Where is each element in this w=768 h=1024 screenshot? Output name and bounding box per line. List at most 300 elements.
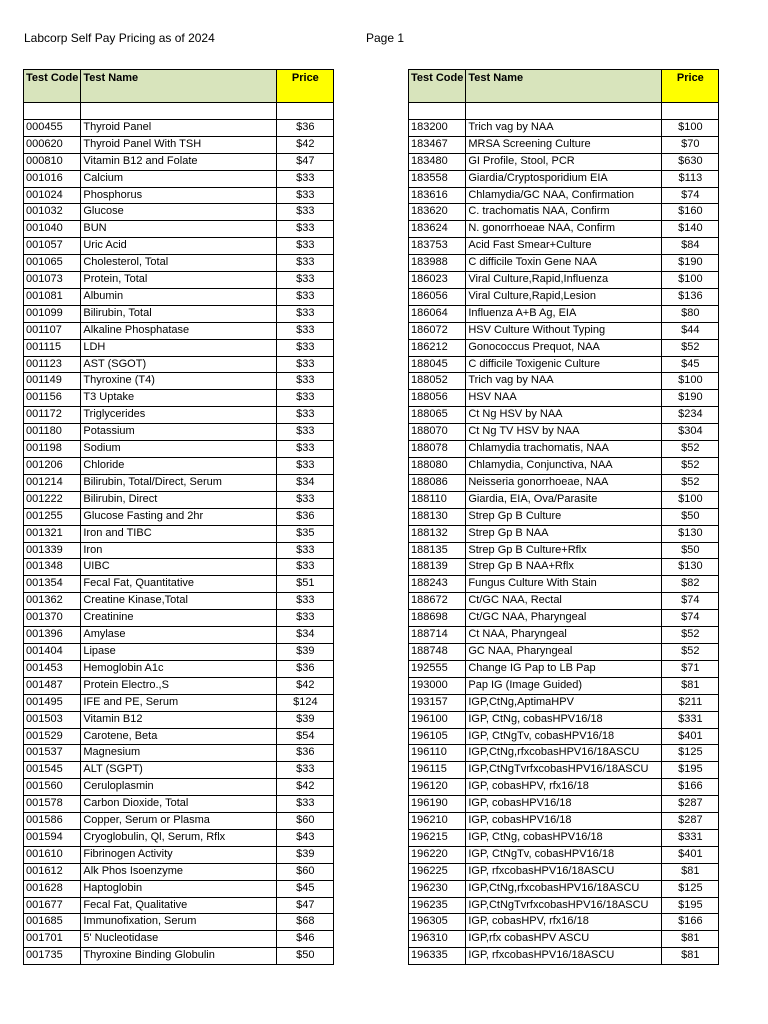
test-name-cell: Bilirubin, Total (81, 305, 277, 322)
table-row (24, 694, 334, 711)
table-row (409, 677, 719, 694)
table-row (24, 407, 334, 424)
table-row (409, 576, 719, 593)
price-cell: $130 (662, 559, 719, 576)
table-row (409, 525, 719, 542)
table-row (409, 643, 719, 660)
test-name-cell: Potassium (81, 424, 277, 441)
test-name-cell: Bilirubin, Direct (81, 491, 277, 508)
table-row (24, 593, 334, 610)
test-code-cell: 196100 (409, 711, 466, 728)
test-code-cell: 001214 (24, 474, 81, 491)
price-cell: $52 (662, 441, 719, 458)
test-name-cell: IGP, rfxcobasHPV16/18ASCU (466, 863, 662, 880)
test-name-cell: ALT (SGPT) (81, 762, 277, 779)
test-name-cell: Influenza A+B Ag, EIA (466, 305, 662, 322)
table-row (24, 728, 334, 745)
test-name-cell: AST (SGOT) (81, 356, 277, 373)
test-code-cell: 196115 (409, 762, 466, 779)
test-name-cell: Trich vag by NAA (466, 373, 662, 390)
test-code-cell: 188080 (409, 458, 466, 475)
test-name-cell: Neisseria gonorrhoeae, NAA (466, 474, 662, 491)
test-code-cell: 001537 (24, 745, 81, 762)
price-cell: $35 (277, 525, 334, 542)
price-cell: $80 (662, 305, 719, 322)
table-row (24, 136, 334, 153)
test-code-cell: 188139 (409, 559, 466, 576)
test-name-cell: Creatine Kinase,Total (81, 593, 277, 610)
test-code-cell: 001081 (24, 288, 81, 305)
test-name-cell: Immunofixation, Serum (81, 914, 277, 931)
table-row (409, 931, 719, 948)
price-cell: $33 (277, 204, 334, 221)
test-name-cell: T3 Uptake (81, 390, 277, 407)
table-row (409, 322, 719, 339)
test-code-cell: 001495 (24, 694, 81, 711)
test-code-cell: 001586 (24, 813, 81, 830)
table-row (409, 238, 719, 255)
price-cell: $52 (662, 627, 719, 644)
test-code-cell: 196215 (409, 829, 466, 846)
test-code-cell: 183620 (409, 204, 466, 221)
price-cell: $33 (277, 170, 334, 187)
table-row (24, 610, 334, 627)
test-name-cell: Triglycerides (81, 407, 277, 424)
table-row (24, 897, 334, 914)
price-cell: $287 (662, 796, 719, 813)
column-header-price: Price (277, 70, 334, 103)
table-row (409, 660, 719, 677)
test-name-cell: IFE and PE, Serum (81, 694, 277, 711)
column-header-price: Price (662, 70, 719, 103)
test-name-cell: Hemoglobin A1c (81, 660, 277, 677)
table-row (409, 846, 719, 863)
table-row (409, 728, 719, 745)
test-name-cell: IGP,CtNgTvrfxcobasHPV16/18ASCU (466, 897, 662, 914)
price-cell: $190 (662, 255, 719, 272)
price-cell: $51 (277, 576, 334, 593)
table-row (24, 238, 334, 255)
table-row (24, 779, 334, 796)
test-code-cell: 001404 (24, 643, 81, 660)
table-row (409, 863, 719, 880)
price-cell: $74 (662, 593, 719, 610)
test-name-cell: Creatinine (81, 610, 277, 627)
table-row (409, 542, 719, 559)
test-code-cell: 001628 (24, 880, 81, 897)
price-cell: $136 (662, 288, 719, 305)
price-cell: $52 (662, 458, 719, 475)
test-name-cell: Alkaline Phosphatase (81, 322, 277, 339)
test-code-cell: 188243 (409, 576, 466, 593)
test-name-cell: Uric Acid (81, 238, 277, 255)
price-cell: $82 (662, 576, 719, 593)
test-name-cell: Alk Phos Isoenzyme (81, 863, 277, 880)
test-code-cell: 186064 (409, 305, 466, 322)
price-cell: $630 (662, 153, 719, 170)
test-name-cell: IGP, CtNg, cobasHPV16/18 (466, 829, 662, 846)
table-row (409, 762, 719, 779)
test-name-cell: Vitamin B12 (81, 711, 277, 728)
test-name-cell: Giardia/Cryptosporidium EIA (466, 170, 662, 187)
test-name-cell: Protein, Total (81, 272, 277, 289)
price-cell: $234 (662, 407, 719, 424)
test-name-cell: Strep Gp B NAA (466, 525, 662, 542)
test-code-cell: 001057 (24, 238, 81, 255)
price-cell: $125 (662, 880, 719, 897)
test-code-cell: 196105 (409, 728, 466, 745)
price-cell: $33 (277, 356, 334, 373)
test-code-cell: 196310 (409, 931, 466, 948)
table-row (409, 627, 719, 644)
price-cell: $54 (277, 728, 334, 745)
table-row (24, 542, 334, 559)
table-row (24, 424, 334, 441)
price-cell: $130 (662, 525, 719, 542)
test-name-cell: BUN (81, 221, 277, 238)
test-code-cell: 188748 (409, 643, 466, 660)
table-row (409, 356, 719, 373)
price-cell: $140 (662, 221, 719, 238)
price-cell: $84 (662, 238, 719, 255)
table-row (24, 660, 334, 677)
price-cell: $33 (277, 593, 334, 610)
test-code-cell: 001354 (24, 576, 81, 593)
test-name-cell: Strep Gp B Culture (466, 508, 662, 525)
test-name-cell: LDH (81, 339, 277, 356)
document-title: Labcorp Self Pay Pricing as of 2024 (24, 31, 215, 45)
page-number: Page 1 (366, 31, 405, 45)
price-cell: $81 (662, 948, 719, 965)
table-row (409, 204, 719, 221)
table-row (409, 897, 719, 914)
test-name-cell: Albumin (81, 288, 277, 305)
price-cell: $81 (662, 863, 719, 880)
test-code-cell: 000810 (24, 153, 81, 170)
test-name-cell: Carbon Dioxide, Total (81, 796, 277, 813)
test-code-cell: 183200 (409, 119, 466, 136)
test-code-cell: 188056 (409, 390, 466, 407)
test-code-cell: 001123 (24, 356, 81, 373)
test-code-cell: 192555 (409, 660, 466, 677)
table-row (409, 221, 719, 238)
table-row (409, 779, 719, 796)
price-cell: $74 (662, 187, 719, 204)
table-body (409, 103, 719, 965)
test-name-cell: Iron and TIBC (81, 525, 277, 542)
test-code-cell: 188135 (409, 542, 466, 559)
test-name-cell: Thyroxine Binding Globulin (81, 948, 277, 965)
test-code-cell: 188698 (409, 610, 466, 627)
test-name-cell: Lipase (81, 643, 277, 660)
header-gap-row (24, 103, 334, 120)
price-cell: $33 (277, 255, 334, 272)
table-row (409, 593, 719, 610)
test-name-cell: C. trachomatis NAA, Confirm (466, 204, 662, 221)
price-cell: $47 (277, 897, 334, 914)
table-row (24, 863, 334, 880)
test-name-cell: Acid Fast Smear+Culture (466, 238, 662, 255)
test-code-cell: 000455 (24, 119, 81, 136)
test-name-cell: Strep Gp B Culture+Rflx (466, 542, 662, 559)
price-cell: $33 (277, 491, 334, 508)
table-row (24, 745, 334, 762)
test-code-cell: 188065 (409, 407, 466, 424)
table-row (409, 796, 719, 813)
test-code-cell: 001198 (24, 441, 81, 458)
price-cell: $195 (662, 762, 719, 779)
table-row (409, 187, 719, 204)
price-cell: $33 (277, 221, 334, 238)
test-name-cell: N. gonorrhoeae NAA, Confirm (466, 221, 662, 238)
test-name-cell: Sodium (81, 441, 277, 458)
table-row (409, 474, 719, 491)
test-name-cell: IGP, CtNgTv, cobasHPV16/18 (466, 728, 662, 745)
table-row (24, 829, 334, 846)
test-name-cell: Chloride (81, 458, 277, 475)
price-cell: $331 (662, 829, 719, 846)
test-code-cell: 196305 (409, 914, 466, 931)
test-name-cell: HSV Culture Without Typing (466, 322, 662, 339)
table-row (24, 762, 334, 779)
price-cell: $125 (662, 745, 719, 762)
test-code-cell: 188672 (409, 593, 466, 610)
test-name-cell: Amylase (81, 627, 277, 644)
price-cell: $45 (662, 356, 719, 373)
test-name-cell: Thyroid Panel (81, 119, 277, 136)
test-code-cell: 188086 (409, 474, 466, 491)
test-code-cell: 001339 (24, 542, 81, 559)
test-code-cell: 001222 (24, 491, 81, 508)
table-row (409, 390, 719, 407)
price-table-left (23, 69, 334, 965)
price-cell: $50 (662, 542, 719, 559)
table-row (24, 474, 334, 491)
test-name-cell: IGP, rfxcobasHPV16/18ASCU (466, 948, 662, 965)
test-name-cell: Ct Ng HSV by NAA (466, 407, 662, 424)
table-row (24, 373, 334, 390)
table-row (24, 204, 334, 221)
table-header-row (409, 70, 719, 103)
table-row (24, 305, 334, 322)
test-code-cell: 183467 (409, 136, 466, 153)
test-code-cell: 001594 (24, 829, 81, 846)
test-code-cell: 196220 (409, 846, 466, 863)
price-cell: $50 (662, 508, 719, 525)
test-name-cell: Fungus Culture With Stain (466, 576, 662, 593)
test-code-cell: 188070 (409, 424, 466, 441)
table-row (24, 627, 334, 644)
test-name-cell: Magnesium (81, 745, 277, 762)
table-row (24, 846, 334, 863)
test-name-cell: Change IG Pap to LB Pap (466, 660, 662, 677)
table-row (409, 339, 719, 356)
price-cell: $401 (662, 846, 719, 863)
test-name-cell: IGP, cobasHPV16/18 (466, 796, 662, 813)
price-cell: $36 (277, 660, 334, 677)
price-cell: $52 (662, 339, 719, 356)
test-name-cell: Ct/GC NAA, Pharyngeal (466, 610, 662, 627)
test-name-cell: IGP, cobasHPV, rfx16/18 (466, 914, 662, 931)
test-name-cell: Vitamin B12 and Folate (81, 153, 277, 170)
test-name-cell: Strep Gp B NAA+Rflx (466, 559, 662, 576)
test-name-cell: Chlamydia trachomatis, NAA (466, 441, 662, 458)
test-code-cell: 186212 (409, 339, 466, 356)
price-cell: $42 (277, 779, 334, 796)
test-name-cell: Chlamydia/GC NAA, Confirmation (466, 187, 662, 204)
price-cell: $33 (277, 762, 334, 779)
table-row (24, 559, 334, 576)
table-row (24, 813, 334, 830)
test-name-cell: Viral Culture,Rapid,Influenza (466, 272, 662, 289)
price-cell: $211 (662, 694, 719, 711)
test-code-cell: 001610 (24, 846, 81, 863)
test-name-cell: MRSA Screening Culture (466, 136, 662, 153)
test-name-cell: Glucose (81, 204, 277, 221)
price-cell: $33 (277, 305, 334, 322)
test-code-cell: 001107 (24, 322, 81, 339)
test-code-cell: 183616 (409, 187, 466, 204)
test-code-cell: 001578 (24, 796, 81, 813)
test-code-cell: 196110 (409, 745, 466, 762)
test-code-cell: 196235 (409, 897, 466, 914)
table-row (24, 948, 334, 965)
price-cell: $124 (277, 694, 334, 711)
table-row (409, 153, 719, 170)
price-cell: $33 (277, 458, 334, 475)
test-code-cell: 001545 (24, 762, 81, 779)
table-row (24, 677, 334, 694)
test-name-cell: Calcium (81, 170, 277, 187)
test-code-cell: 188078 (409, 441, 466, 458)
price-cell: $39 (277, 643, 334, 660)
price-cell: $33 (277, 407, 334, 424)
test-name-cell: IGP,rfx cobasHPV ASCU (466, 931, 662, 948)
test-code-cell: 001024 (24, 187, 81, 204)
test-name-cell: Glucose Fasting and 2hr (81, 508, 277, 525)
test-code-cell: 001156 (24, 390, 81, 407)
column-header-name: Test Name (466, 70, 662, 103)
table-row (24, 288, 334, 305)
table-row (24, 170, 334, 187)
table-row (409, 255, 719, 272)
table-row (409, 458, 719, 475)
table-row (24, 491, 334, 508)
price-cell: $70 (662, 136, 719, 153)
table-row (409, 136, 719, 153)
test-name-cell: GI Profile, Stool, PCR (466, 153, 662, 170)
test-code-cell: 186023 (409, 272, 466, 289)
price-cell: $46 (277, 931, 334, 948)
price-cell: $34 (277, 474, 334, 491)
test-code-cell: 188130 (409, 508, 466, 525)
test-code-cell: 183480 (409, 153, 466, 170)
table-row (24, 441, 334, 458)
test-name-cell: GC NAA, Pharyngeal (466, 643, 662, 660)
price-cell: $44 (662, 322, 719, 339)
price-cell: $39 (277, 846, 334, 863)
price-cell: $166 (662, 914, 719, 931)
price-cell: $60 (277, 813, 334, 830)
test-name-cell: C difficile Toxigenic Culture (466, 356, 662, 373)
table-row (24, 796, 334, 813)
test-name-cell: Ct NAA, Pharyngeal (466, 627, 662, 644)
table-row (24, 711, 334, 728)
test-name-cell: Trich vag by NAA (466, 119, 662, 136)
table-row (409, 711, 719, 728)
test-name-cell: IGP,CtNg,rfxcobasHPV16/18ASCU (466, 880, 662, 897)
table-row (24, 119, 334, 136)
table-row (409, 288, 719, 305)
table-row (409, 559, 719, 576)
price-cell: $33 (277, 339, 334, 356)
price-cell: $81 (662, 677, 719, 694)
test-code-cell: 188110 (409, 491, 466, 508)
price-cell: $33 (277, 322, 334, 339)
price-cell: $304 (662, 424, 719, 441)
test-code-cell: 196190 (409, 796, 466, 813)
test-name-cell: Viral Culture,Rapid,Lesion (466, 288, 662, 305)
table-row (24, 339, 334, 356)
price-cell: $33 (277, 288, 334, 305)
price-cell: $60 (277, 863, 334, 880)
test-code-cell: 001685 (24, 914, 81, 931)
test-code-cell: 001099 (24, 305, 81, 322)
test-code-cell: 188052 (409, 373, 466, 390)
test-code-cell: 001487 (24, 677, 81, 694)
price-cell: $113 (662, 170, 719, 187)
test-name-cell: Bilirubin, Total/Direct, Serum (81, 474, 277, 491)
column-header-name: Test Name (81, 70, 277, 103)
price-cell: $50 (277, 948, 334, 965)
price-cell: $287 (662, 813, 719, 830)
test-code-cell: 001255 (24, 508, 81, 525)
test-code-cell: 001370 (24, 610, 81, 627)
test-name-cell: Fibrinogen Activity (81, 846, 277, 863)
table-row (409, 610, 719, 627)
table-row (409, 441, 719, 458)
table-row (24, 187, 334, 204)
price-cell: $39 (277, 711, 334, 728)
test-code-cell: 001612 (24, 863, 81, 880)
test-code-cell: 001032 (24, 204, 81, 221)
test-name-cell: Pap IG (Image Guided) (466, 677, 662, 694)
test-code-cell: 001560 (24, 779, 81, 796)
price-cell: $33 (277, 542, 334, 559)
table-row (409, 170, 719, 187)
table-row (24, 458, 334, 475)
price-cell: $43 (277, 829, 334, 846)
price-cell: $401 (662, 728, 719, 745)
test-code-cell: 001321 (24, 525, 81, 542)
price-cell: $33 (277, 373, 334, 390)
price-cell: $33 (277, 796, 334, 813)
price-cell: $34 (277, 627, 334, 644)
table-row (409, 373, 719, 390)
test-code-cell: 000620 (24, 136, 81, 153)
price-cell: $36 (277, 119, 334, 136)
header-gap-row (409, 103, 719, 120)
table-row (409, 508, 719, 525)
price-cell: $71 (662, 660, 719, 677)
table-row (409, 272, 719, 289)
table-row (409, 305, 719, 322)
table-row (24, 643, 334, 660)
test-name-cell: Ct/GC NAA, Rectal (466, 593, 662, 610)
test-code-cell: 001362 (24, 593, 81, 610)
test-code-cell: 001115 (24, 339, 81, 356)
test-code-cell: 196225 (409, 863, 466, 880)
